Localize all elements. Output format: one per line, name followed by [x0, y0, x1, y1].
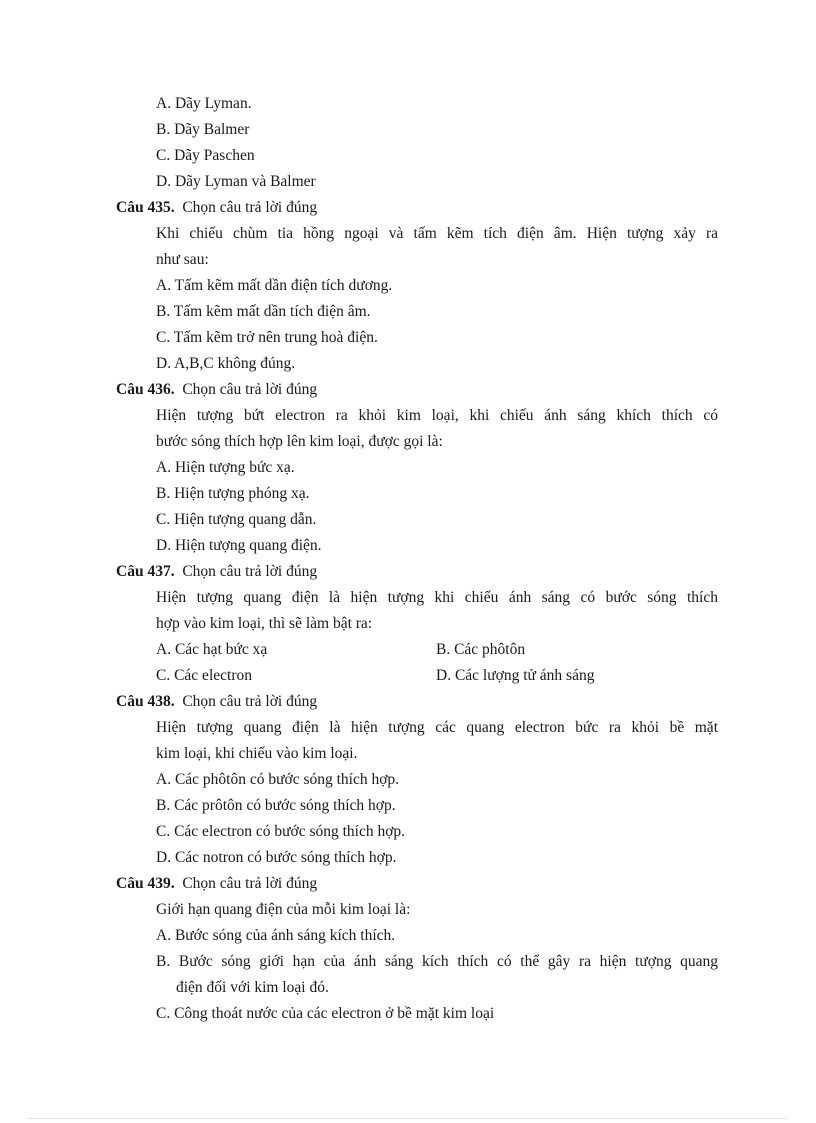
question-header — [116, 380, 317, 400]
option-line: B. Hiện tượng phóng xạ. — [156, 485, 310, 502]
option-line: A. Hiện tượng bức xạ. — [156, 459, 295, 476]
question-stem: Hiện tượng bứt electron ra khỏi kim loại, khi chiếu ánh sáng khích thích có — [156, 407, 718, 424]
option-line: C. Các electron — [156, 667, 252, 684]
option-line: D. A,B,C không đúng. — [156, 355, 296, 372]
question-stem: Hiện tượng quang điện là hiện tượng các quang electron bức ra khỏi bề mặt — [156, 719, 718, 736]
option-line: C. Các electron có bước sóng thích hợp. — [156, 823, 406, 840]
question-stem: như sau: — [156, 251, 209, 268]
question-number: Câu 438. — [116, 693, 175, 710]
option-line: B. Tấm kẽm mất dần tích điện âm. — [156, 303, 371, 320]
option-line: D. Dãy Lyman và Balmer — [156, 173, 316, 190]
option-line: D. Các lượng tử ánh sáng — [436, 667, 595, 684]
question-header — [116, 874, 317, 894]
option-line: C. Hiện tượng quang dẫn. — [156, 511, 317, 528]
question-number: Câu 435. — [116, 199, 175, 216]
question-prompt: Chọn câu trả lời đúng — [182, 693, 318, 710]
option-line: C. Dãy Paschen — [156, 147, 255, 164]
option-line: A. Tấm kẽm mất dần điện tích dương. — [156, 277, 393, 294]
question-prompt: Chọn câu trả lời đúng — [182, 199, 318, 216]
question-prompt: Chọn câu trả lời đúng — [182, 381, 318, 398]
question-stem: Giới hạn quang điện của mỗi kim loại là: — [156, 901, 411, 918]
option-line: A. Bước sóng của ánh sáng kích thích. — [156, 927, 396, 944]
question-header — [116, 692, 317, 712]
option-line: D. Các notron có bước sóng thích hợp. — [156, 849, 397, 866]
question-stem: kim loại, khi chiếu vào kim loại. — [156, 745, 358, 762]
option-line: B. Các prôtôn có bước sóng thích hợp. — [156, 797, 396, 814]
option-line: D. Hiện tượng quang điện. — [156, 537, 322, 554]
option-line: C. Công thoát nước của các electron ở bề mặt kim loại — [156, 1005, 495, 1022]
question-prompt: Chọn câu trả lời đúng — [182, 563, 318, 580]
option-line: B. Dãy Balmer — [156, 121, 250, 138]
question-number: Câu 439. — [116, 875, 175, 892]
page-bottom-divider — [28, 1118, 788, 1119]
question-stem: Khi chiếu chùm tia hồng ngoại và tấm kẽm tích điện âm. Hiện tượng xảy ra — [156, 225, 718, 242]
question-header — [116, 562, 317, 582]
question-stem: bước sóng thích hợp lên kim loại, được gọi là: — [156, 433, 443, 450]
option-line: A. Dãy Lyman. — [156, 95, 252, 112]
option-line: B. Các phôtôn — [436, 641, 526, 658]
question-stem: Hiện tượng quang điện là hiện tượng khi chiếu ánh sáng có bước sóng thích — [156, 589, 718, 606]
question-prompt: Chọn câu trả lời đúng — [182, 875, 318, 892]
option-line: A. Các phôtôn có bước sóng thích hợp. — [156, 771, 400, 788]
option-continuation: điện đối với kim loại đó. — [176, 979, 329, 996]
option-line: B. Bước sóng giới hạn của ánh sáng kích thích có thể gây ra hiện tượng quang — [156, 953, 718, 970]
question-stem: hợp vào kim loại, thì sẽ làm bật ra: — [156, 615, 373, 632]
option-line: A. Các hạt bức xạ — [156, 641, 268, 658]
option-line: C. Tấm kẽm trở nên trung hoà điện. — [156, 329, 378, 346]
question-number: Câu 436. — [116, 381, 175, 398]
question-header — [116, 198, 317, 218]
question-number: Câu 437. — [116, 563, 175, 580]
